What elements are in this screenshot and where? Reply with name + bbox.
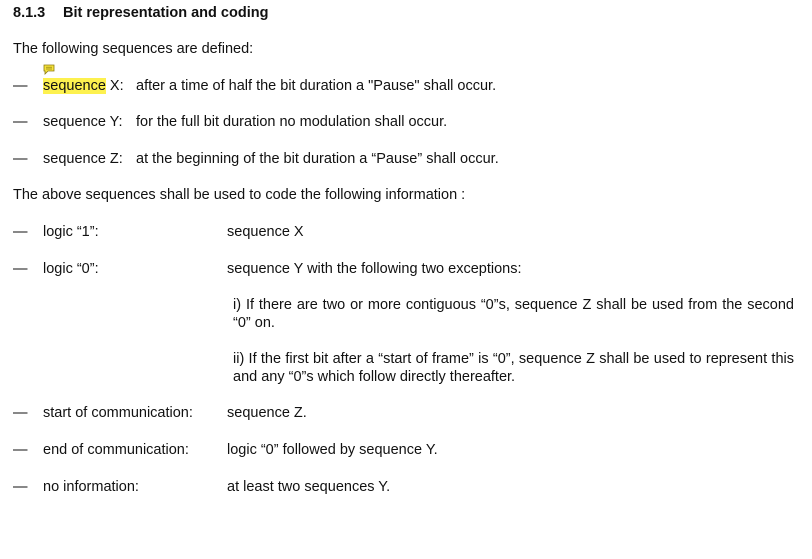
intro-paragraph: The following sequences are defined:	[13, 41, 254, 57]
list-dash: —	[13, 224, 28, 240]
list-dash: —	[13, 151, 28, 167]
coding-value-end: logic “0” followed by sequence Y.	[227, 442, 438, 458]
sequence-z-text: at the beginning of the bit duration a “Pause” shall occur.	[136, 151, 499, 167]
section-number: 8.1.3	[13, 5, 46, 21]
sequence-z-label: sequence Z:	[43, 151, 123, 167]
coding-label-start: start of communication:	[43, 405, 193, 421]
sequence-y-label: sequence Y:	[43, 114, 123, 130]
list-dash: —	[13, 442, 28, 458]
section-title: Bit representation and coding	[63, 5, 269, 21]
coding-value-logic-0: sequence Y with the following two exceptions:	[227, 261, 522, 277]
coding-intro: The above sequences shall be used to code the following information :	[13, 187, 466, 203]
section-heading	[13, 4, 268, 22]
coding-label-logic-1: logic “1”:	[43, 224, 99, 240]
coding-label-end: end of communication:	[43, 442, 189, 458]
list-dash: —	[13, 78, 28, 94]
coding-label-no-info: no information:	[43, 479, 139, 495]
coding-label-logic-0: logic “0”:	[43, 261, 99, 277]
comment-note-icon[interactable]	[43, 64, 55, 75]
exception-i: i) If there are two or more contiguous “0”s, sequence Z shall be used from the second “0” on.	[233, 297, 794, 331]
exception-ii: ii) If the first bit after a “start of frame” is “0”, sequence Z shall be used to represent this and any “0”s which follow directly thereafter.	[233, 351, 794, 385]
list-dash: —	[13, 479, 28, 495]
sequence-x-label: sequence X:	[43, 78, 124, 94]
coding-value-start: sequence Z.	[227, 405, 307, 421]
list-dash: —	[13, 405, 28, 421]
coding-value-no-info: at least two sequences Y.	[227, 479, 391, 495]
coding-value-logic-1: sequence X	[227, 224, 304, 240]
list-dash: —	[13, 114, 28, 130]
sequence-x-text: after a time of half the bit duration a "Pause" shall occur.	[136, 78, 497, 94]
list-dash: —	[13, 261, 28, 277]
sequence-y-text: for the full bit duration no modulation shall occur.	[136, 114, 448, 130]
highlighted-text[interactable]: sequence	[43, 78, 106, 94]
